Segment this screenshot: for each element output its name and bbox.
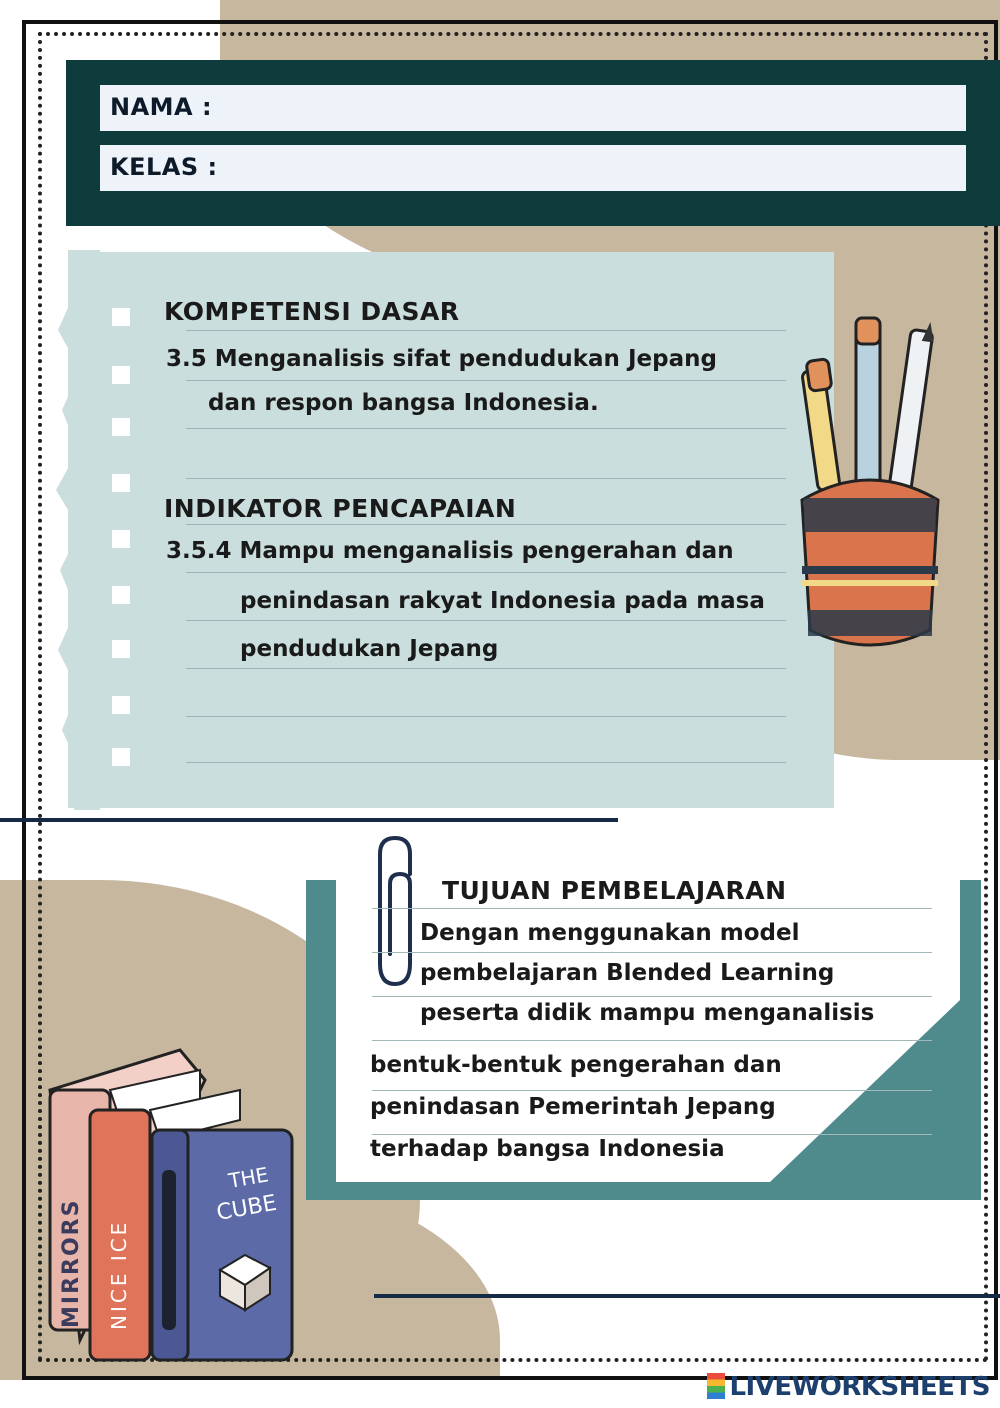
competence-line: dan respon bangsa Indonesia.	[208, 390, 599, 416]
divider-line	[0, 818, 618, 822]
competence-heading: KOMPETENSI DASAR	[164, 297, 460, 326]
ruled-line	[186, 330, 786, 331]
objective-line: pembelajaran Blended Learning	[420, 960, 835, 986]
ruled-line	[372, 996, 932, 997]
ruled-line	[372, 1090, 932, 1091]
books-illustration	[40, 1040, 310, 1370]
binder-hole	[112, 530, 130, 548]
binder-hole	[112, 474, 130, 492]
page-curl	[770, 1000, 960, 1182]
ruled-line	[186, 478, 786, 479]
book-title-cube: CUBE	[214, 1190, 279, 1226]
objective-line: bentuk-bentuk pengerahan dan	[370, 1052, 782, 1078]
ruled-line	[372, 908, 932, 909]
binder-hole	[112, 418, 130, 436]
ruled-line	[186, 380, 786, 381]
objective-line: penindasan Pemerintah Jepang	[370, 1094, 776, 1120]
ruled-line	[186, 762, 786, 763]
objective-line: Dengan menggunakan model	[420, 920, 800, 946]
binder-hole	[112, 586, 130, 604]
watermark-text: LIVEWORKSHEETS	[729, 1372, 990, 1402]
book-title-mirrors: MIRRORS	[59, 1198, 84, 1328]
ruled-line	[186, 716, 786, 717]
binder-hole	[112, 366, 130, 384]
liveworksheets-logo-icon	[707, 1373, 725, 1399]
class-label: KELAS :	[110, 153, 218, 181]
book-title-the: THE	[226, 1162, 271, 1193]
class-field[interactable]	[100, 145, 966, 191]
objective-heading: TUJUAN PEMBELAJARAN	[442, 876, 787, 905]
ruled-line	[372, 952, 932, 953]
ruled-line	[186, 572, 786, 573]
ruled-line	[186, 524, 786, 525]
divider-line	[374, 1294, 1000, 1298]
binder-hole	[112, 696, 130, 714]
indicator-line: penindasan rakyat Indonesia pada masa	[240, 588, 765, 614]
book-title-nice-ice: NICE ICE	[107, 1219, 131, 1330]
ruled-line	[186, 428, 786, 429]
objective-line: peserta didik mampu menganalisis	[420, 1000, 875, 1026]
liveworksheets-watermark	[707, 1372, 990, 1402]
ruled-line	[372, 1040, 932, 1041]
objective-line: terhadap bangsa Indonesia	[370, 1136, 725, 1162]
indicator-line: pendudukan Jepang	[240, 636, 499, 662]
name-field[interactable]	[100, 85, 966, 131]
name-label: NAMA :	[110, 93, 213, 121]
pencil-cup-illustration	[790, 310, 950, 660]
indicator-line: 3.5.4 Mampu menganalisis pengerahan dan	[166, 538, 734, 564]
torn-edge	[40, 250, 100, 810]
competence-line: 3.5 Menganalisis sifat pendudukan Jepang	[166, 346, 717, 372]
notebook-paper	[68, 252, 834, 808]
binder-hole	[112, 308, 130, 326]
binder-hole	[112, 748, 130, 766]
ruled-line	[186, 620, 786, 621]
ruled-line	[186, 668, 786, 669]
binder-hole	[112, 640, 130, 658]
indicator-heading: INDIKATOR PENCAPAIAN	[164, 494, 517, 523]
ruled-line	[372, 1134, 932, 1135]
